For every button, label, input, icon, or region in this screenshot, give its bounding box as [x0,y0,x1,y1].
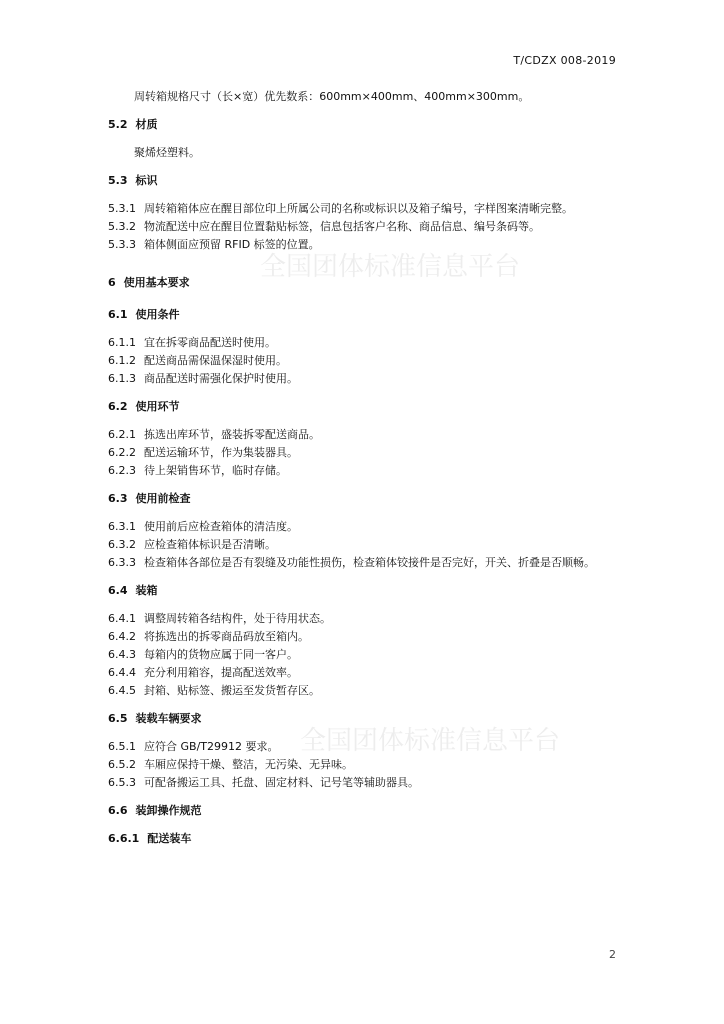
watermark: 全国团体标准信息平台 [260,252,521,282]
clause: 6.2.1 拣选出库环节，盛装拆零配送商品。 [108,428,320,441]
clause: 6.3.3 检查箱体各部位是否有裂缝及功能性损伤，检查箱体铰接件是否完好，开关、折叠是否顺畅。 [108,556,595,569]
clause: 5.3.1 周转箱箱体应在醒目部位印上所属公司的名称或标识以及箱子编号，字样图案清晰完整。 [108,202,573,215]
clause: 6.5.2 车厢应保持干燥、整洁，无污染、无异味。 [108,758,353,771]
section-heading: 6.3 使用前检查 [108,492,191,505]
clause: 6.2.2 配送运输环节，作为集装器具。 [108,446,298,459]
section-heading: 5.3 标识 [108,174,158,187]
clause: 5.3.2 物流配送中应在醒目位置黏贴标签，信息包括客户名称、商品信息、编号条码等。 [108,220,540,233]
clause: 5.3.3 箱体侧面应预留 RFID 标签的位置。 [108,238,320,251]
clause: 6.4.2 将拣选出的拆零商品码放至箱内。 [108,630,309,643]
section-heading: 6.5 装载车辆要求 [108,712,202,725]
watermark: 全国团体标准信息平台 [300,726,561,756]
section-heading: 6.1 使用条件 [108,308,180,321]
subsection-heading: 6.6.1 配送装车 [108,832,192,845]
clause: 6.1.2 配送商品需保温保湿时使用。 [108,354,287,367]
section-heading: 6.6 装卸操作规范 [108,804,202,817]
clause: 6.1.3 商品配送时需强化保护时使用。 [108,372,298,385]
clause: 6.4.5 封箱、贴标签、搬运至发货暂存区。 [108,684,320,697]
section-heading: 5.2 材质 [108,118,158,131]
clause: 6.5.1 应符合 GB/T29912 要求。 [108,740,279,753]
chapter-heading: 6 使用基本要求 [108,276,190,289]
document-body [108,88,616,848]
paragraph: 周转箱规格尺寸（长×宽）优先数系：600mm×400mm、400mm×300mm。 [134,90,530,103]
standard-number: T/CDZX 008-2019 [513,54,616,67]
clause: 6.5.3 可配备搬运工具、托盘、固定材料、记号笔等辅助器具。 [108,776,419,789]
paragraph: 聚烯烃塑料。 [134,146,200,159]
section-heading: 6.2 使用环节 [108,400,180,413]
clause: 6.3.1 使用前后应检查箱体的清洁度。 [108,520,298,533]
clause: 6.2.3 待上架销售环节，临时存储。 [108,464,287,477]
page-number: 2 [609,948,616,961]
clause: 6.4.4 充分利用箱容，提高配送效率。 [108,666,298,679]
clause: 6.4.3 每箱内的货物应属于同一客户。 [108,648,298,661]
clause: 6.3.2 应检查箱体标识是否清晰。 [108,538,276,551]
clause: 6.4.1 调整周转箱各结构件，处于待用状态。 [108,612,331,625]
section-heading: 6.4 装箱 [108,584,158,597]
clause: 6.1.1 宜在拆零商品配送时使用。 [108,336,276,349]
